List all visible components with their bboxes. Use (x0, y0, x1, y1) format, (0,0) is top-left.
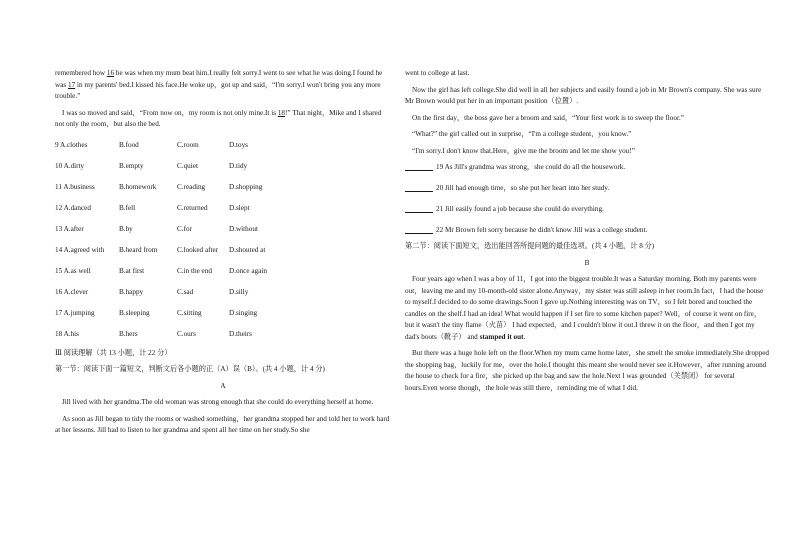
answer-blank[interactable] (405, 206, 433, 213)
option-row: 14 A.agreed with B.heard from C.looked after D.shouted at (55, 246, 266, 255)
passage-paragraph: As soon as Jill began to tidy the rooms or washed something，her grandma stopped her and told her to work hard at her lessons. Jill had to listen to her grandma and spent all her time on her study.So she (55, 414, 390, 434)
bold-phrase: stamped it out (479, 332, 524, 341)
passage-paragraph: “What?” the girl called out in surprise，“I'm a college student，you know.” (412, 130, 632, 138)
passage-paragraph: “I'm sorry.I don't know that.Here，give me the broom and let me show you!” (412, 146, 635, 155)
passage-paragraph: Four years ago when I was a boy of 11，I got into the biggest trouble.It was a Saturday morning. Both my parents were out，leaving me and my 10-month-old sister alone.Anyway，my sister was still asleep in her room.In fact，I had the house to myself.I decided to do some drawings.Soon I gave up.Nothing interesting was on TV，so I felt bored and touched the candles on the shelf.I had an idea! What would happen if I set fire to some kitchen paper? Well，of course it went on fire，but it wasn't the tiny flame（火苗） I had expected，and I couldn't blow it out.I threw it on the floor，and then I got my dad's boots（靴子） and stamped it out. (405, 275, 764, 341)
passage-paragraph: But there was a huge hole left on the floor.When my mum came home later，she smelt the smoke immediately.She dropped the shopping bag，luckily for me，over the hole.I thought this meant she would never see it.However，after running around the house to check for a fire，she picked up the bag and saw the hole.Next I was grounded（关禁闭） for several hours.Even worse though，the hole was still there，reminding me of what I did. (405, 349, 770, 392)
passage-label: A (220, 381, 226, 390)
option-row: 9 A.clothes B.food C.room D.toys (55, 141, 248, 150)
answer-blank[interactable] (405, 227, 433, 234)
option-row: 15 A.as well B.at first C.in the end D.once again (55, 267, 267, 276)
judgment-item: 20 Jill had enough time，so she put her heart into her study. (405, 178, 769, 199)
option-row: 18 A.his B.hers C.ours D.theirs (55, 330, 252, 339)
option-row: 16 A.clever B.happy C.sad D.silly (55, 288, 249, 297)
passage-ending: I was so moved and said，“From now on，my room is not only mine.It is 18!” That night，Mike and I shared not only the room，but also the bed. (55, 108, 382, 128)
blank-16: 16 (106, 69, 115, 77)
judgment-item: 22 Mr Brown felt sorry because he didn't know Jill was a college student. (405, 220, 769, 241)
blank-17: 17 (67, 80, 76, 89)
section-heading: Ⅲ 阅读理解（共 13 小题，计 22 分） (55, 348, 172, 357)
option-row: 11 A.business B.homework C.reading D.shopping (55, 183, 263, 192)
part-instructions: 第二节：阅读下面短文，选出能回答所提问题的最佳选项。(共 4 小题，计 8 分) (405, 242, 655, 250)
passage-paragraph: went to college at last. (405, 69, 470, 77)
passage-paragraph: Now the girl has left college.She did well in all her subjects and easily found a job in Mr Brown's company. She was sure Mr Brown would put her in an important position（位置）. (405, 85, 762, 105)
option-row: 10 A.dirty B.empty C.quiet D.tidy (55, 162, 248, 171)
option-row: 17 A.jumping B.sleeping C.sitting D.singing (55, 309, 258, 318)
passage-label: B (584, 258, 590, 267)
right-column (405, 68, 769, 394)
part-instructions: 第一节：阅读下面一篇短文，判断文后各小题的正（A）误（B）。(共 4 小题，计 4 分) (55, 365, 325, 373)
blank-18: 18 (277, 108, 285, 117)
options-list (55, 136, 391, 346)
judgment-item: 21 Jill easily found a job because she could do everything. (405, 199, 769, 220)
judgment-item: 19 As Jill's grandma was strong，she could do all the housework. (405, 157, 769, 178)
answer-blank[interactable] (405, 185, 433, 192)
judgment-list (405, 157, 769, 241)
answer-blank[interactable] (405, 164, 433, 171)
left-column (55, 68, 391, 437)
passage-paragraph: On the first day，the boss gave her a broom and said，“Your first work is to sweep the floor.” (412, 113, 684, 122)
passage-continuation: remembered how 16 he was when my mum beat him.I really felt sorry.I went to see what he was doing.I found he was 17 in my parents' bed.I kissed his face.He woke up，got up and said，“I'm sorry.I won't bring you any more trouble.” (55, 69, 383, 100)
option-row: 13 A.after B.by C.for D.without (55, 225, 258, 234)
passage-paragraph: Jill lived with her grandma.The old woman was strong enough that she could do everything herself at home. (62, 398, 374, 406)
option-row: 12 A.danced B.fell C.returned D.slept (55, 204, 250, 213)
